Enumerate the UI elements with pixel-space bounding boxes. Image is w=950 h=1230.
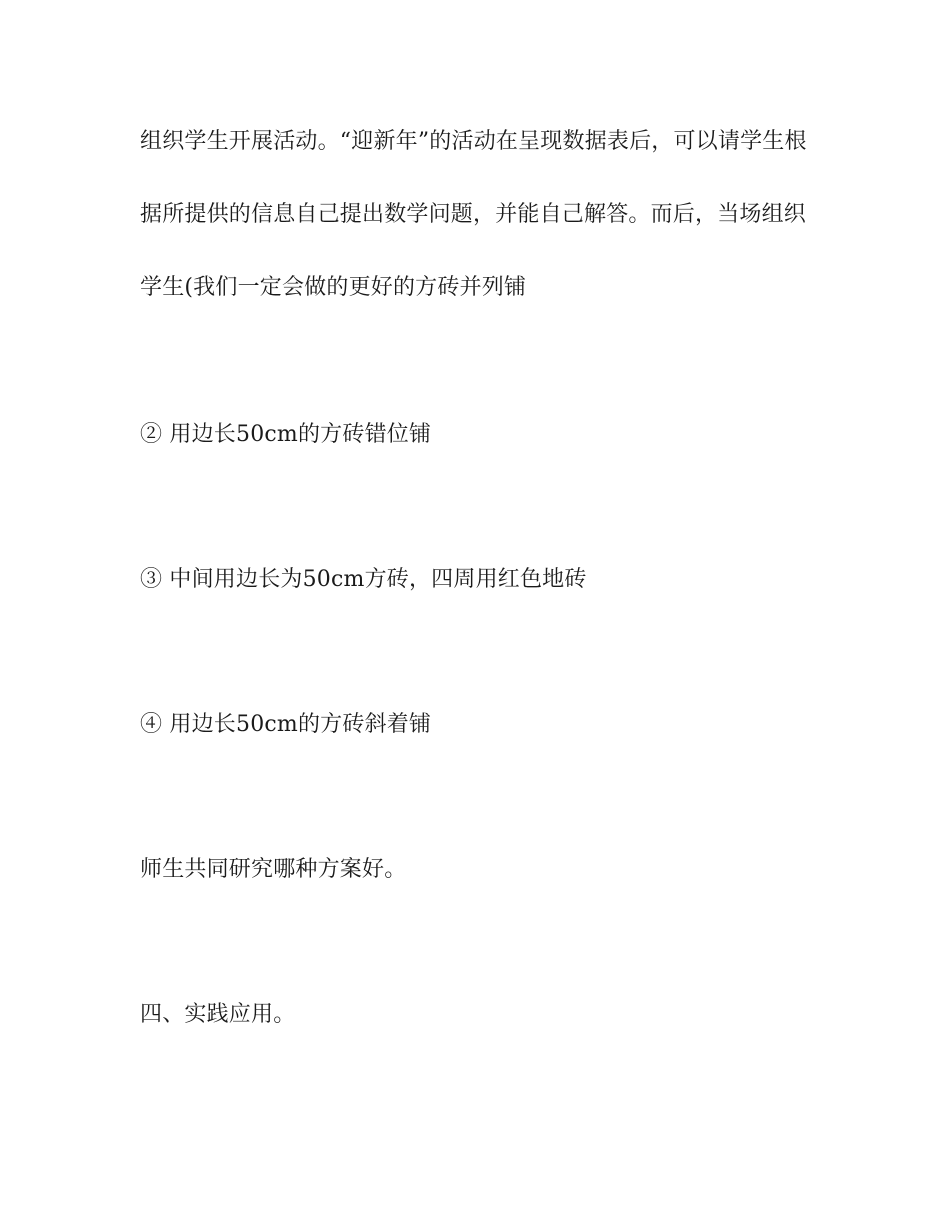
- discussion-text: 师生共同研究哪种方案好。: [140, 857, 407, 882]
- paragraph-line-3: 学生(我们一定会做的更好的方砖并列铺: [140, 275, 527, 300]
- option-2-text: ② 用边长50cm的方砖错位铺: [140, 422, 432, 447]
- paragraph-line-2: 据所提供的信息自己提出数学问题，并能自己解答。而后，当场组织: [140, 202, 807, 227]
- option-4-text: ④ 用边长50cm的方砖斜着铺: [140, 712, 432, 737]
- section-heading: 四、实践应用。: [140, 1002, 296, 1027]
- paragraph-line-1: 组织学生开展活动。“迎新年”的活动在呈现数据表后，可以请学生根: [140, 129, 807, 154]
- option-3-text: ③ 中间用边长为50cm方砖，四周用红色地砖: [140, 567, 587, 592]
